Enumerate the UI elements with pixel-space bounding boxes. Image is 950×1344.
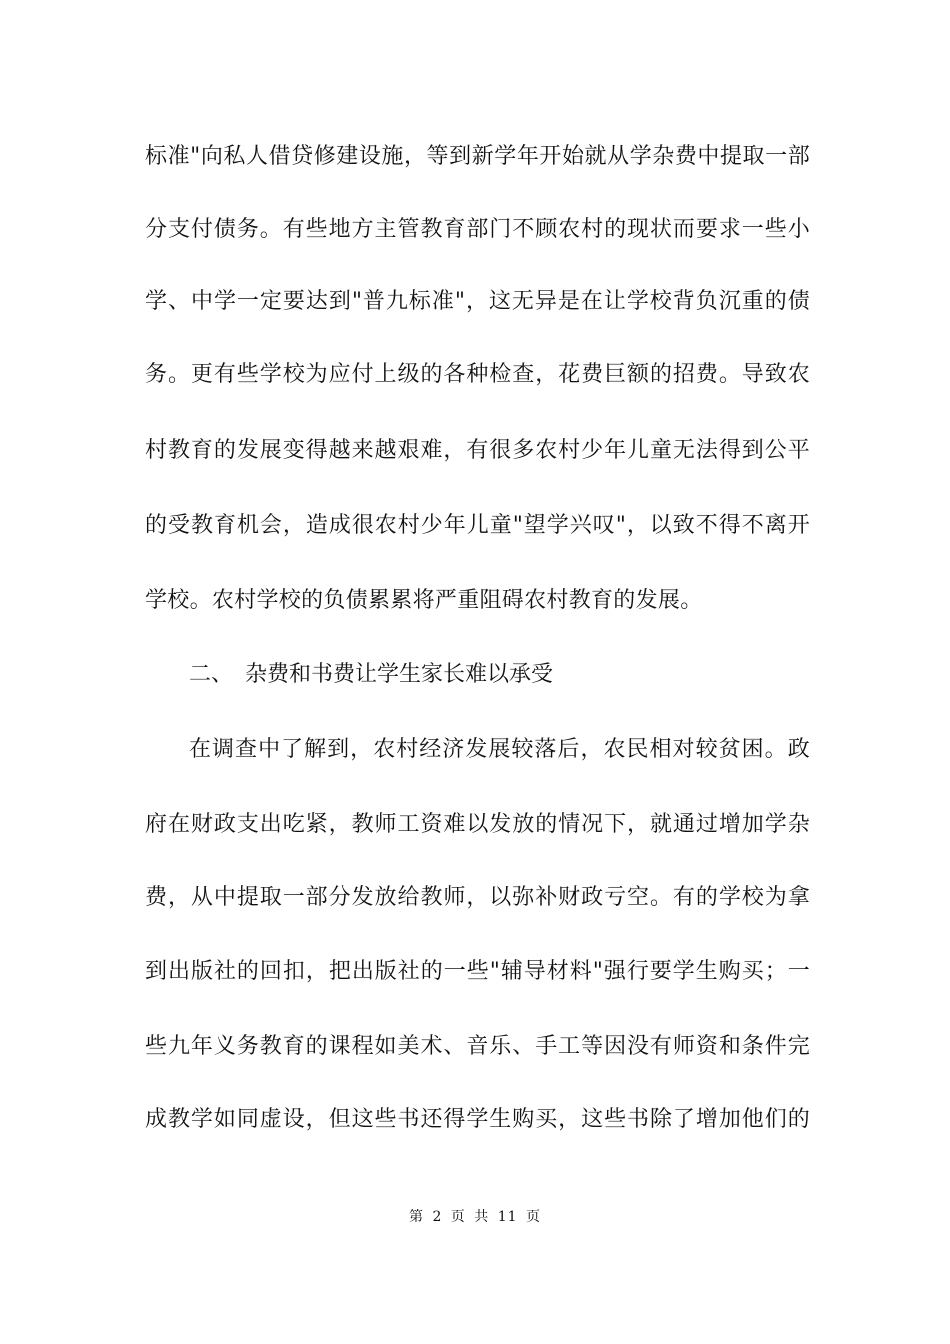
body-text-line: 些九年义务教育的课程如美术、音乐、手工等因没有师资和条件完	[145, 1034, 810, 1059]
body-text-line: 务。更有些学校为应付上级的各种检查，花费巨额的招费。导致农	[145, 362, 810, 387]
body-text-line: 在调查中了解到，农村经济发展较落后，农民相对较贫困。政	[189, 737, 810, 762]
section-number: 二、	[189, 662, 234, 687]
body-text-line: 学校。农村学校的负债累累将严重阻碍农村教育的发展。	[145, 588, 703, 613]
body-text-line: 学、中学一定要达到"普九标准"，这无异是在让学校背负沉重的债	[145, 289, 810, 314]
body-text-line: 府在财政支出吃紧，教师工资难以发放的情况下，就通过增加学杂	[145, 812, 810, 837]
body-text-line: 成教学如同虚设，但这些书还得学生购买，这些书除了增加他们的	[145, 1107, 810, 1132]
body-text-line: 分支付债务。有些地方主管教育部门不顾农村的现状而要求一些小	[145, 217, 810, 242]
section-heading	[189, 660, 553, 690]
section-title: 杂费和书费让学生家长难以承受	[245, 662, 554, 687]
body-text-line: 村教育的发展变得越来越艰难，有很多农村少年儿童无法得到公平	[145, 438, 810, 463]
page-number-footer: 第 2 页 共 11 页	[409, 1209, 541, 1225]
body-text-line: 标准"向私人借贷修建设施，等到新学年开始就从学杂费中提取一部	[145, 144, 810, 169]
body-text-line: 到出版社的回扣，把出版社的一些"辅导材料"强行要学生购买；一	[145, 959, 810, 984]
body-text-line: 费，从中提取一部分发放给教师，以弥补财政亏空。有的学校为拿	[145, 885, 810, 910]
body-text-line: 的受教育机会，造成很农村少年儿童"望学兴叹"，以致不得不离开	[145, 513, 810, 538]
